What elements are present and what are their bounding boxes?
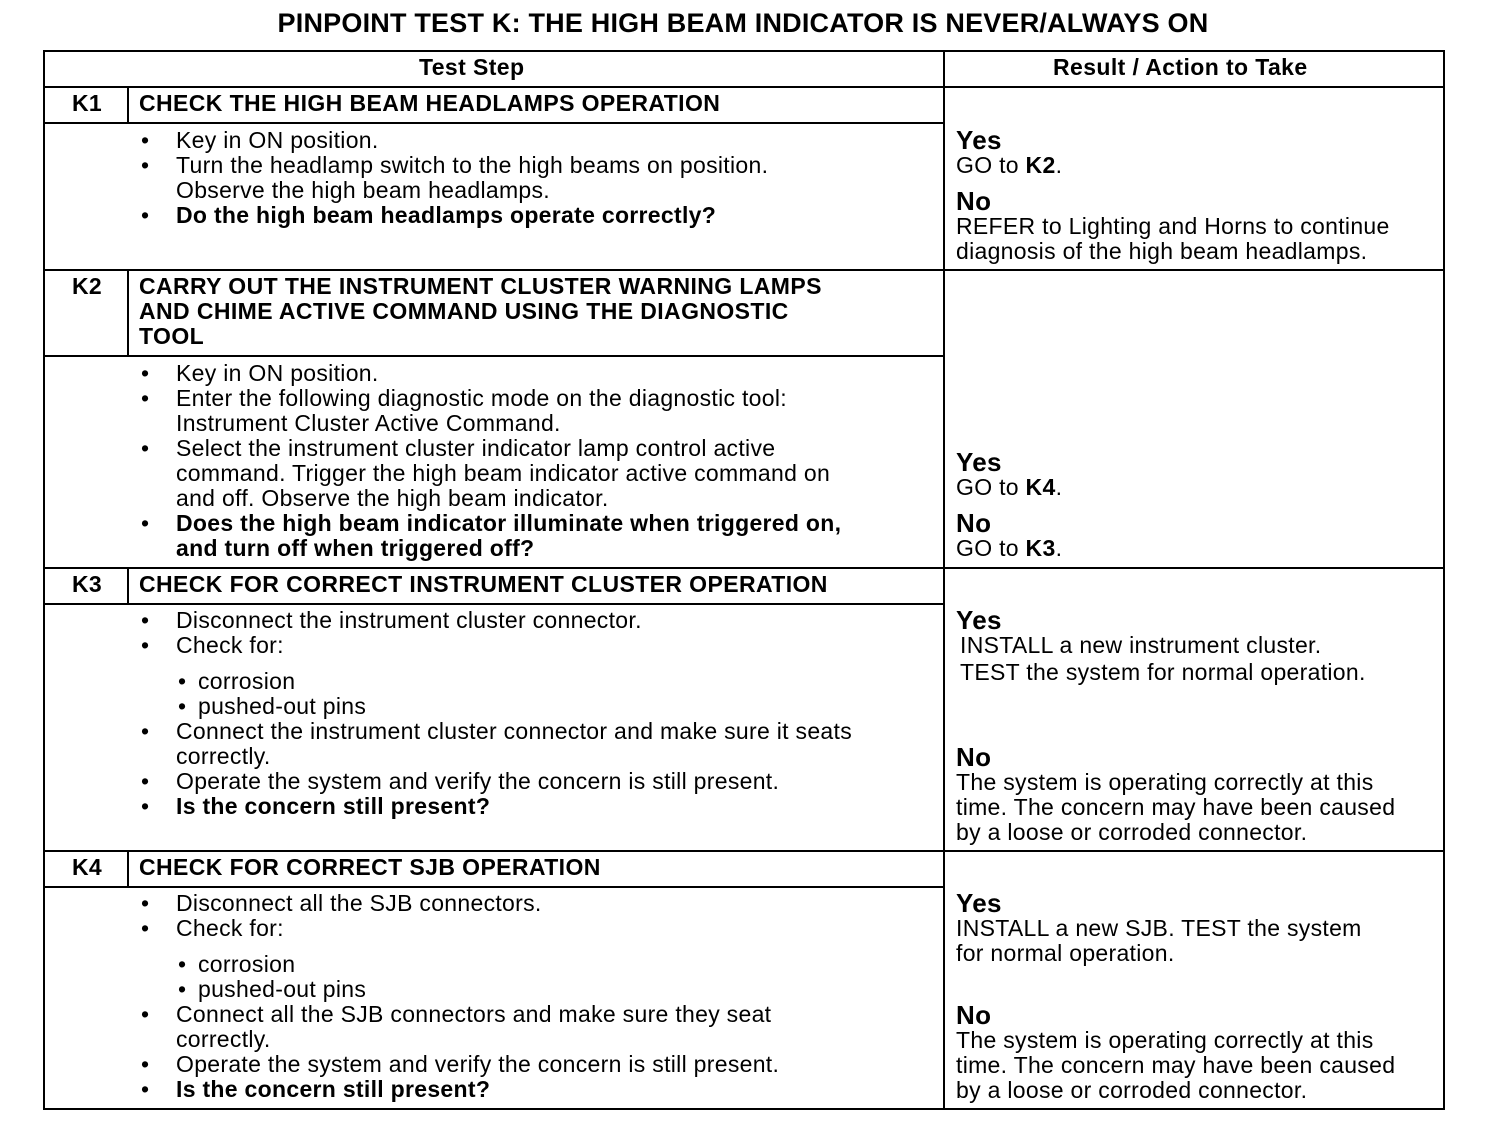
bullet: • [141,890,150,916]
k4-bullet-3a: Connect all the SJB connectors and make sure they seat [176,1001,772,1027]
k2-bottom-line [45,567,1443,569]
k3-bullet-1: Disconnect the instrument cluster connector. [176,607,642,633]
step-title-k4: CHECK FOR CORRECT SJB OPERATION [139,854,601,880]
k4-yes-line-2: for normal operation. [956,940,1175,966]
k2-bullet-3c: and off. Observe the high beam indicator. [176,485,609,511]
k3-bullet-3b: correctly. [176,743,271,769]
k1-bullet-1: Key in ON position. [176,127,379,153]
k4-bullet-2: Check for: [176,915,284,941]
k1-yes-label: Yes [956,125,1002,155]
k4-no-line-2: time. The concern may have been caused [956,1052,1396,1078]
k3-yes-line-2: TEST the system for normal operation. [960,659,1366,685]
k3-bullet-3a: Connect the instrument cluster connector and make sure it seats [176,718,853,744]
header-result: Result / Action to Take [1053,54,1308,80]
k1-bullet-3: Do the high beam headlamps operate correctly? [176,202,717,228]
k2-yes-label: Yes [956,447,1002,477]
k3-no-label: No [956,742,992,772]
k4-bullet-3b: correctly. [176,1026,271,1052]
k4-no-line-1: The system is operating correctly at this [956,1027,1374,1053]
k1-yes-target: K2 [1025,152,1056,178]
step-id-k3: K3 [71,571,102,597]
bullet: • [141,1051,150,1077]
k3-no-line-1: The system is operating correctly at this [956,769,1374,795]
k2-yes-target: K4 [1025,474,1056,500]
step-id-k2: K2 [71,273,102,299]
step-title-k2-line-2: AND CHIME ACTIVE COMMAND USING THE DIAGNOSTIC [139,298,789,324]
sub-bullet: • [178,693,187,719]
k4-bullet-5: Is the concern still present? [176,1076,491,1102]
k1-yes-action: GO to K2. [956,152,1063,178]
k3-sub-1: corrosion [198,668,296,694]
k1-bullet-2a: Turn the headlamp switch to the high beams on position. [176,152,769,178]
k3-bullet-5: Is the concern still present? [176,793,491,819]
bullet: • [141,152,150,178]
k4-sub-2: pushed-out pins [198,976,367,1002]
k1-title-line [45,122,944,124]
sub-bullet: • [178,951,187,977]
k2-yes-action: GO to K4. [956,474,1063,500]
k2-no-action: GO to K3. [956,535,1063,561]
k4-title-line [45,886,944,888]
k1-no-line-1: REFER to Lighting and Horns to continue [956,213,1390,239]
bullet: • [141,718,150,744]
k3-bullet-4: Operate the system and verify the concern is still present. [176,768,780,794]
k4-bullet-4: Operate the system and verify the concern is still present. [176,1051,780,1077]
k2-bullet-2a: Enter the following diagnostic mode on the diagnostic tool: [176,385,787,411]
bullet: • [141,385,150,411]
page-title: PINPOINT TEST K: THE HIGH BEAM INDICATOR IS NEVER/ALWAYS ON [277,8,1209,38]
k4-no-label: No [956,1000,992,1030]
bullet: • [141,360,150,386]
k1-no-label: No [956,186,992,216]
header-test-step: Test Step [419,54,525,80]
k4-yes-line-1: INSTALL a new SJB. TEST the system [956,915,1362,941]
k2-no-target: K3 [1025,535,1056,561]
step-title-k1: CHECK THE HIGH BEAM HEADLAMPS OPERATION [139,90,721,116]
k3-yes-line-1: INSTALL a new instrument cluster. [960,632,1322,658]
step-title-k3: CHECK FOR CORRECT INSTRUMENT CLUSTER OPERATION [139,571,828,597]
bullet: • [141,632,150,658]
step-title-k2-line-1: CARRY OUT THE INSTRUMENT CLUSTER WARNING LAMPS [139,273,822,299]
step-title-k2-line-3: TOOL [139,323,205,349]
k1-bottom-line [45,269,1443,271]
k4-sub-1: corrosion [198,951,296,977]
bullet: • [141,510,150,536]
k1-no-line-2: diagnosis of the high beam headlamps. [956,238,1368,264]
sub-bullet: • [178,976,187,1002]
bullet: • [141,768,150,794]
k2-bullet-2b: Instrument Cluster Active Command. [176,410,561,436]
header-bottom-line [45,86,1443,88]
bullet: • [141,793,150,819]
bullet: • [141,915,150,941]
k3-bottom-line [45,850,1443,852]
bullet: • [141,435,150,461]
k3-no-line-3: by a loose or corroded connector. [956,819,1308,845]
k2-bullet-4b: and turn off when triggered off? [176,535,535,561]
k2-bullet-1: Key in ON position. [176,360,379,386]
k2-bullet-4a: Does the high beam indicator illuminate when triggered on, [176,510,842,536]
k4-no-line-3: by a loose or corroded connector. [956,1077,1308,1103]
sub-bullet: • [178,668,187,694]
k3-no-line-2: time. The concern may have been caused [956,794,1396,820]
k2-bullet-3b: command. Trigger the high beam indicator active command on [176,460,831,486]
k3-title-line [45,603,944,605]
k4-bullet-1: Disconnect all the SJB connectors. [176,890,542,916]
step-id-k4: K4 [71,854,102,880]
bullet: • [141,1001,150,1027]
k3-bullet-2: Check for: [176,632,284,658]
bullet: • [141,1076,150,1102]
k4-yes-label: Yes [956,888,1002,918]
k2-title-line [45,355,944,357]
k3-sub-2: pushed-out pins [198,693,367,719]
column-divider [943,52,945,1110]
step-id-k1: K1 [71,90,102,116]
bullet: • [141,127,150,153]
k2-bullet-3a: Select the instrument cluster indicator lamp control active [176,435,776,461]
k3-yes-label: Yes [956,605,1002,635]
k1-bullet-2b: Observe the high beam headlamps. [176,177,550,203]
bullet: • [141,202,150,228]
k2-no-label: No [956,508,992,538]
bullet: • [141,607,150,633]
